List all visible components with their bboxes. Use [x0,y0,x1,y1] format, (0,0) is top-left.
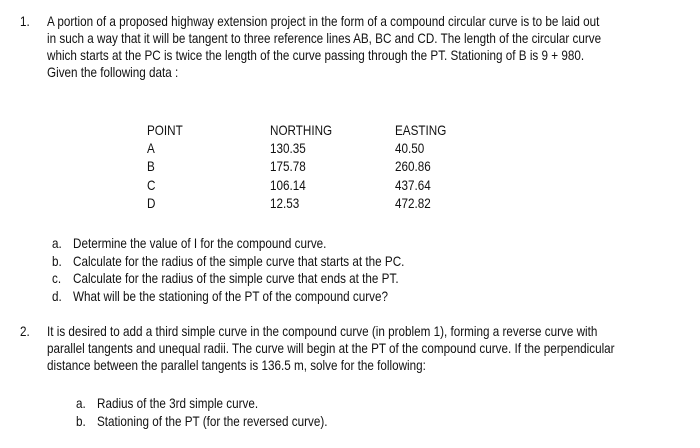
table-cell-point: A [147,141,155,157]
list-marker: b. [76,413,86,429]
list-item [52,271,612,289]
table-cell-point: D [147,195,156,211]
list-item [52,236,612,254]
table-cell-point: C [147,177,156,193]
table-cell-northing: 12.53 [270,195,300,211]
problem-1-line-2: in such a way that it will be tangent to three reference lines AB, BC and CD. The length of the circular curve [47,31,602,46]
table-cell-easting: 260.86 [395,159,431,175]
problem-1-line-4: Given the following data : [47,65,179,80]
table-header-easting: EASTING [395,123,447,138]
problem-1-number: 1. [20,14,30,29]
problem-2-line-3: distance between the parallel tangents is 136.5 m, solve for the following: [47,358,426,373]
table-cell-easting: 437.64 [395,177,431,193]
list-item [76,396,476,414]
list-marker: c. [52,271,62,286]
table-cell-easting: 472.82 [395,195,431,211]
list-item-text: What will be the stationing of the PT of the compound curve? [73,288,388,304]
table-header-northing: NORTHING [270,123,333,138]
problem-1-questions [52,236,612,306]
table-cell-point: B [147,159,155,175]
list-marker: d. [52,288,62,304]
problem-1-line-1: A portion of a proposed highway extension project in the form of a compound circular curve is to be laid out [47,14,600,29]
problem-2-questions [76,396,476,431]
list-marker: a. [76,396,86,411]
point-column [147,123,189,214]
northing-column [270,123,342,214]
table-cell-northing: 130.35 [270,141,306,157]
list-item-text: Determine the value of I for the compound curve. [73,236,327,251]
problem-2-line-1: It is desired to add a third simple curve in the compound curve (in problem 1), forming a reverse curve with [47,324,598,339]
easting-column [395,123,455,214]
table-cell-easting: 40.50 [395,141,425,157]
list-item [76,414,476,432]
table-cell-northing: 106.14 [270,177,306,193]
list-marker: b. [52,253,62,269]
list-item [52,254,612,272]
list-item-text: Radius of the 3rd simple curve. [97,396,259,411]
list-item-text: Calculate for the radius of the simple curve that starts at the PC. [73,253,405,269]
problem-2-line-2: parallel tangents and unequal radii. The curve will begin at the PT of the compound curve. If the perpendicular [47,341,615,356]
table-cell-northing: 175.78 [270,159,306,175]
list-item-text: Calculate for the radius of the simple curve that ends at the PT. [73,271,399,286]
problem-1-line-3: which starts at the PC is twice the length of the curve passing through the PT. Stationing of B is 9 + 980. [47,48,585,63]
list-item [52,289,612,307]
table-header-point: POINT [147,123,183,138]
list-item-text: Stationing of the PT (for the reversed curve). [97,413,328,429]
problem-2-number: 2. [20,324,30,339]
list-marker: a. [52,236,62,251]
